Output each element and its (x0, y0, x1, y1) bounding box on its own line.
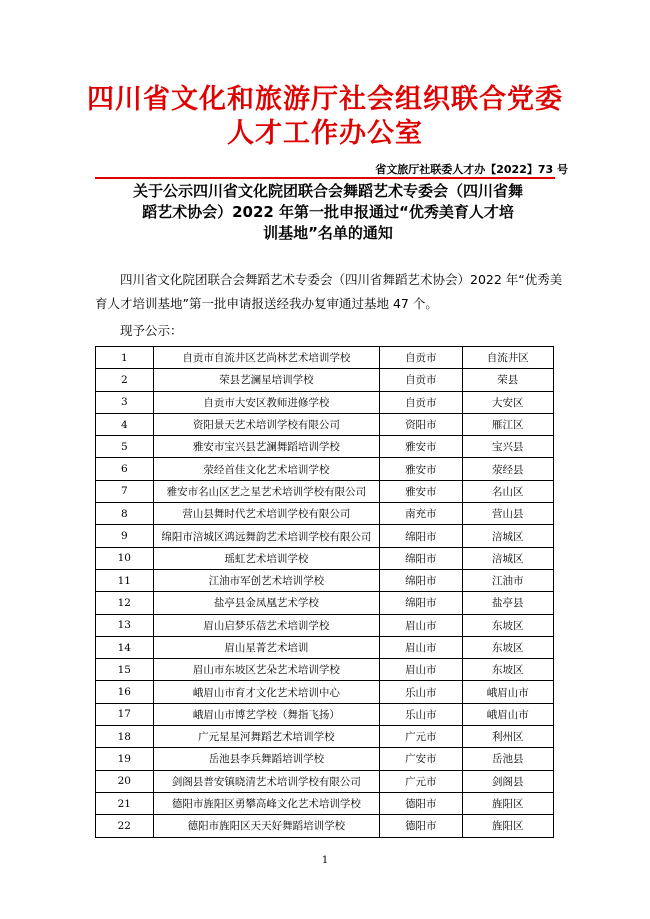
table-row (96, 703, 554, 725)
base-name-cell: 雅安市名山区艺之星艺术培训学校有限公司 (153, 480, 380, 502)
district-cell: 荥经县 (462, 458, 553, 480)
table-row (96, 614, 554, 636)
district-cell: 盐亭县 (462, 592, 553, 614)
city-cell: 南充市 (380, 503, 462, 525)
base-name-cell: 绵阳市涪城区鸿远舞韵艺术培训学校有限公司 (153, 525, 380, 547)
row-index-cell: 2 (96, 369, 154, 391)
table-row (96, 458, 554, 480)
document-number: 省文旅厅社联委人才办【2022】73 号 (375, 163, 568, 176)
district-cell: 旌阳区 (462, 792, 553, 814)
district-cell: 旌阳区 (462, 815, 553, 837)
row-index-cell: 16 (96, 681, 154, 703)
district-cell: 岳池县 (462, 748, 553, 770)
table-row (96, 436, 554, 458)
district-cell: 涪城区 (462, 547, 553, 569)
row-index-cell: 13 (96, 614, 154, 636)
red-divider-line (95, 177, 555, 179)
district-cell: 涪城区 (462, 525, 553, 547)
city-cell: 自贡市 (380, 347, 462, 369)
table-row (96, 681, 554, 703)
city-cell: 自贡市 (380, 369, 462, 391)
base-name-cell: 自贡市自流井区艺尚林艺术培训学校 (153, 347, 380, 369)
district-cell: 峨眉山市 (462, 681, 553, 703)
row-index-cell: 8 (96, 503, 154, 525)
notice-title-line: 训基地”名单的通知 (263, 224, 393, 242)
district-cell: 名山区 (462, 480, 553, 502)
table-row (96, 659, 554, 681)
issuing-office-title: 人才工作办公室 (227, 118, 423, 149)
district-cell: 雁江区 (462, 413, 553, 435)
table-row (96, 636, 554, 658)
base-name-cell: 眉山启梦乐蓓艺术培训学校 (153, 614, 380, 636)
base-name-cell: 资阳景天艺术培训学校有限公司 (153, 413, 380, 435)
row-index-cell: 7 (96, 480, 154, 502)
city-cell: 广安市 (380, 748, 462, 770)
issuing-organization-title: 四川省文化和旅游厅社会组织联合党委 (87, 84, 563, 115)
base-name-cell: 江油市军创艺术培训学校 (153, 569, 380, 591)
table-row (96, 726, 554, 748)
city-cell: 广元市 (380, 726, 462, 748)
table-row (96, 347, 554, 369)
row-index-cell: 9 (96, 525, 154, 547)
district-cell: 自流井区 (462, 347, 553, 369)
base-name-cell: 眉山市东坡区艺朵艺术培训学校 (153, 659, 380, 681)
base-name-cell: 德阳市旌阳区天天好舞蹈培训学校 (153, 815, 380, 837)
notice-title-line: 关于公示四川省文化院团联合会舞蹈艺术专委会（四川省舞 (132, 182, 523, 200)
table-row (96, 748, 554, 770)
district-cell: 利州区 (462, 726, 553, 748)
row-index-cell: 1 (96, 347, 154, 369)
row-index-cell: 3 (96, 391, 154, 413)
city-cell: 德阳市 (380, 815, 462, 837)
notice-title-line: 蹈艺术协会）2022 年第一批申报通过“优秀美育人才培 (142, 203, 514, 221)
district-cell: 东坡区 (462, 659, 553, 681)
district-cell: 东坡区 (462, 614, 553, 636)
publicity-intro: 现予公示： (120, 323, 183, 338)
base-name-cell: 峨眉山市博艺学校（舞指飞扬） (153, 703, 380, 725)
training-base-table (95, 346, 554, 838)
row-index-cell: 22 (96, 815, 154, 837)
table-row (96, 413, 554, 435)
district-cell: 宝兴县 (462, 436, 553, 458)
row-index-cell: 6 (96, 458, 154, 480)
page-number: 1 (321, 855, 329, 866)
table-row (96, 503, 554, 525)
district-cell: 东坡区 (462, 636, 553, 658)
city-cell: 广元市 (380, 770, 462, 792)
base-name-cell: 眉山星菁艺术培训 (153, 636, 380, 658)
row-index-cell: 20 (96, 770, 154, 792)
row-index-cell: 12 (96, 592, 154, 614)
table-row (96, 569, 554, 591)
base-name-cell: 峨眉山市育才文化艺术培训中心 (153, 681, 380, 703)
table-row (96, 369, 554, 391)
city-cell: 眉山市 (380, 659, 462, 681)
row-index-cell: 19 (96, 748, 154, 770)
row-index-cell: 5 (96, 436, 154, 458)
base-name-cell: 德阳市旌阳区勇攀高峰文化艺术培训学校 (153, 792, 380, 814)
district-cell: 江油市 (462, 569, 553, 591)
table-row (96, 792, 554, 814)
city-cell: 绵阳市 (380, 592, 462, 614)
city-cell: 雅安市 (380, 458, 462, 480)
table-row (96, 525, 554, 547)
row-index-cell: 15 (96, 659, 154, 681)
district-cell: 荣县 (462, 369, 553, 391)
district-cell: 峨眉山市 (462, 703, 553, 725)
row-index-cell: 21 (96, 792, 154, 814)
base-name-cell: 盐亭县金凤凰艺术学校 (153, 592, 380, 614)
city-cell: 雅安市 (380, 436, 462, 458)
city-cell: 绵阳市 (380, 569, 462, 591)
base-name-cell: 营山县舞时代艺术培训学校有限公司 (153, 503, 380, 525)
base-name-cell: 岳池县李兵舞蹈培训学校 (153, 748, 380, 770)
body-paragraph: 四川省文化院团联合会舞蹈艺术专委会（四川省舞蹈艺术协会）2022 年“优秀美育人才培训基地”第一批申请报送经我办复审通过基地 47 个。 (95, 272, 563, 311)
base-name-cell: 自贡市大安区教师进修学校 (153, 391, 380, 413)
city-cell: 绵阳市 (380, 525, 462, 547)
district-cell: 剑阁县 (462, 770, 553, 792)
base-name-cell: 广元星星河舞蹈艺术培训学校 (153, 726, 380, 748)
table-row (96, 770, 554, 792)
row-index-cell: 10 (96, 547, 154, 569)
row-index-cell: 18 (96, 726, 154, 748)
row-index-cell: 17 (96, 703, 154, 725)
city-cell: 乐山市 (380, 681, 462, 703)
table-row (96, 547, 554, 569)
table-row (96, 391, 554, 413)
city-cell: 雅安市 (380, 480, 462, 502)
row-index-cell: 4 (96, 413, 154, 435)
city-cell: 自贡市 (380, 391, 462, 413)
base-name-cell: 瑶虹艺术培训学校 (153, 547, 380, 569)
base-name-cell: 剑阁县普安镇晓清艺术培训学校有限公司 (153, 770, 380, 792)
table-row (96, 815, 554, 837)
notice-title (95, 181, 561, 244)
city-cell: 德阳市 (380, 792, 462, 814)
district-cell: 营山县 (462, 503, 553, 525)
city-cell: 绵阳市 (380, 547, 462, 569)
base-name-cell: 荣县艺澜星培训学校 (153, 369, 380, 391)
table-row (96, 480, 554, 502)
city-cell: 资阳市 (380, 413, 462, 435)
district-cell: 大安区 (462, 391, 553, 413)
city-cell: 眉山市 (380, 614, 462, 636)
row-index-cell: 11 (96, 569, 154, 591)
base-name-cell: 荥经首佳文化艺术培训学校 (153, 458, 380, 480)
base-name-cell: 雅安市宝兴县艺澜舞蹈培训学校 (153, 436, 380, 458)
row-index-cell: 14 (96, 636, 154, 658)
city-cell: 眉山市 (380, 636, 462, 658)
city-cell: 乐山市 (380, 703, 462, 725)
table-row (96, 592, 554, 614)
